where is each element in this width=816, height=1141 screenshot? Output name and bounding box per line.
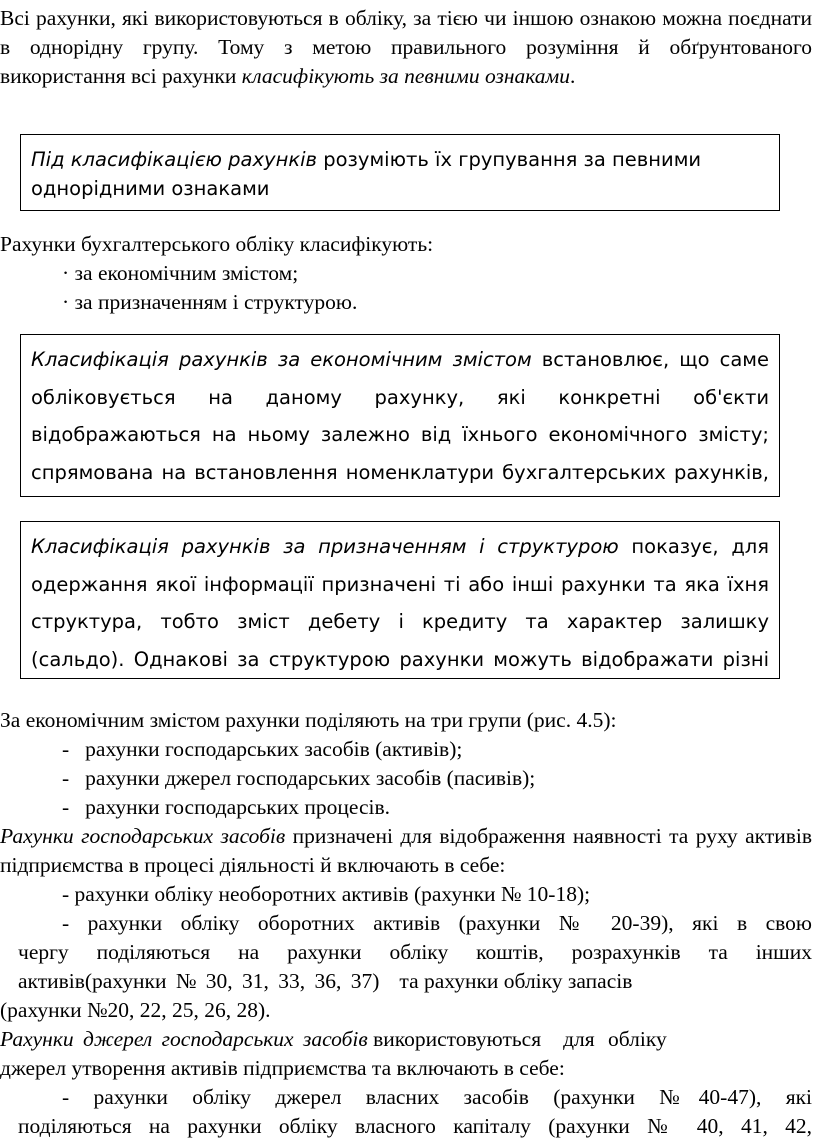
classify-item: · за призначенням і структурою. (62, 290, 358, 314)
classify-item: · за економічним змістом; (62, 261, 299, 285)
assets-item-cont-a: активів(рахунки № 30, 31, 33, 36, 37) (18, 969, 380, 993)
dash: - (62, 737, 70, 761)
group-item-text: рахунки джерел господарських засобів (пасивів); (85, 766, 536, 790)
assets-text: призначені для відображення наявності та руху активів підприємства в процесі діяльності й включають в себе: (0, 824, 812, 877)
assets-paragraph (0, 822, 812, 880)
assets-italic: Рахунки господарських засобів (0, 824, 286, 848)
groups-heading: За економічним змістом рахунки поділяють на три групи (рис. 4.5): (0, 708, 617, 732)
intro-paragraph (0, 4, 812, 91)
sources-italic: Рахунки джерел господарських засобів (0, 1027, 368, 1051)
definition-box (20, 134, 780, 211)
economic-content-text (31, 341, 769, 497)
definition-text (31, 145, 769, 203)
definition-italic: Під класифікацією рахунків (31, 148, 318, 171)
assets-item: - рахунки обліку оборотних активів (рахунки № 20-39), які в свою (62, 911, 812, 935)
intro-end: . (570, 64, 576, 88)
group-item (62, 764, 535, 793)
sources-line-2: джерел утворення активів підприємства та включають в себе: (0, 1056, 565, 1080)
group-item (62, 793, 390, 822)
economic-content-body: встановлює, що саме обліковується на даному рахунку, які конкретні об'єкти відображаються на ньому залежно від їхнього економічного змісту; спрямована на встановлення номенклатури бухгалтерських рахунків, (31, 348, 769, 484)
assets-item-cont: чергу поділяються на рахунки обліку коштів, розрахунків та інших (18, 940, 812, 964)
economic-content-italic: Класифікація рахунків за економічним змістом (31, 348, 532, 371)
assets-item-cont (18, 967, 812, 996)
purpose-structure-box (20, 521, 780, 679)
sources-item: - рахунки обліку джерел власних засобів (рахунки №40-47), які (62, 1085, 812, 1109)
sources-text-a: використовуються (367, 1027, 542, 1051)
purpose-structure-body: показує, для одержання якої інформації призначені ті або інші рахунки та яка їхня структура, тобто зміст дебету і кредиту та характер залишку (сальдо). Однакові за структурою рахунки можуть відображати різні (31, 535, 769, 671)
purpose-structure-text (31, 528, 769, 679)
purpose-structure-italic: Класифікація рахунків за призначенням і структурою (31, 535, 619, 558)
sources-line (0, 1025, 812, 1054)
group-item-text: рахунки господарських засобів (активів); (85, 737, 463, 761)
sources-text-b: для обліку (563, 1027, 667, 1051)
intro-italic: класифікують за певними ознаками (241, 64, 571, 88)
classify-heading: Рахунки бухгалтерського обліку класифікують: (0, 232, 434, 256)
group-item (62, 735, 462, 764)
dash: - (62, 795, 70, 819)
sources-item-cont: поділяються на рахунки обліку власного капіталу (рахунки № 40, 41, 42, (18, 1114, 812, 1138)
definition-body: розуміють їх групування за певними однорідними ознаками (31, 148, 702, 200)
group-item-text: рахунки господарських процесів. (85, 795, 391, 819)
intro-text: Всі рахунки, які використовуються в обліку, за тією чи іншою ознакою можна поєднати в однорідну групу. Тому з метою правильного розуміння й обґрунтованого використання всі рахунки (0, 6, 812, 88)
assets-item: - рахунки обліку необоротних активів (рахунки № 10-18); (62, 882, 591, 906)
dash: - (62, 766, 70, 790)
assets-item-cont: (рахунки №20, 22, 25, 26, 28). (0, 998, 271, 1022)
economic-content-box (20, 334, 780, 497)
assets-item-cont-b: та рахунки обліку запасів (399, 969, 633, 993)
